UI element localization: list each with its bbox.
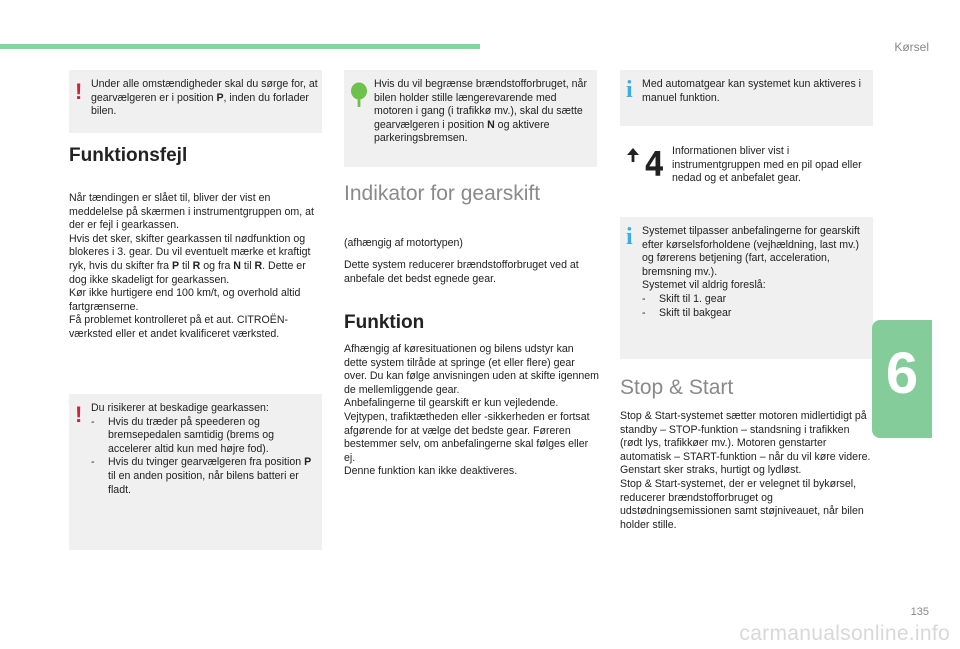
info-icon: i	[626, 77, 633, 103]
gear-indicator-paragraph: Dette system reducerer brændstofforbruget ved at anbefale det bedst egnede gear.	[344, 259, 579, 285]
list-item: - Hvis du tvinger gearvælgeren fra position P til en anden position, når bilens batteri er fladt.	[91, 456, 319, 497]
section-title: Kørsel	[894, 40, 929, 54]
gear-display-row	[620, 138, 873, 198]
eco-text: Hvis du vil begrænse brændstofforbruget, når bilen holder stille længerevarende med motoren i gang (i trafikkø mv.), skal du sætte gearvælgeren i position N og aktivere parkeringsbremsen.	[374, 78, 587, 145]
heading-funktion: Funktion	[344, 312, 425, 333]
display-text: Informationen bliver vist i instrumentgruppen med en pil opad eller nedad og et anbefalet gear.	[672, 145, 862, 185]
chapter-number: 6	[885, 341, 919, 406]
info-box-automatic	[620, 70, 873, 126]
heading-funktionsfejl: Funktionsfejl	[69, 145, 188, 166]
info-icon: i	[626, 224, 633, 250]
warning-icon: !	[75, 79, 83, 104]
page-number: 135	[910, 606, 929, 618]
gear-shift-arrow-icon	[624, 144, 664, 182]
heading-gear-indicator: Indikator for gearskift	[344, 182, 541, 205]
watermark: carmanualsonline.info	[739, 622, 950, 645]
engine-type-note: (afhængig af motortypen)	[344, 237, 463, 249]
info-text-automatic: Med automatgear kan systemet kun aktiveres i manuel funktion.	[642, 78, 862, 104]
warning-text-gearbox: Du risikerer at beskadige gearkassen: - Hvis du træder på speederen og bremsepedalen samtidig (brems og accelerer altid kun med højre fod). - Hvis du tvinger gearvælgeren fra position P til en anden position, når bilens batteri er fladt.	[91, 402, 319, 497]
list-item: - Hvis du træder på speederen og bremsepedalen samtidig (brems og accelerer altid kun med højre fod).	[91, 416, 319, 457]
list-item: - Skift til 1. gear	[642, 293, 870, 307]
list-item: - Skift til bakgear	[642, 307, 870, 321]
warning-box-park	[69, 70, 322, 133]
warning-text-park: Under alle omstændigheder skal du sørge for, at gearvælgeren er i position P, inden du forlader bilen.	[91, 78, 318, 118]
info-text-adapt: Systemet tilpasser anbefalingerne for gearskift efter kørselsforholdene (vejhældning, last mv.) og førerens betjening (fart, acceleration, bremsning mv.). Systemet vil aldrig foreslå: - Skift til 1. gear - Skift til bakgear	[642, 225, 870, 320]
malfunction-paragraph: Når tændingen er slået til, bliver der vist en meddelelse på skærmen i instrumentgruppen om, at der er fejl i gearkassen. Hvis det sker, skifter gearkassen til nødfunktion og blokeres i 3. gear. Du vil eventuelt mærke et kraftigt ryk, hvis du skifter fra P til R og fra N til R. Dette er dog ikke skadeligt for gearkassen. Kør ikke hurtigere end 100 km/t, og overhold altid fartgrænserne. Få problemet kontrolleret på et aut. CITROËN-værksted eller et andet kvalificeret værksted.	[69, 192, 314, 340]
warning-icon: !	[75, 402, 83, 427]
stop-start-paragraph: Stop & Start-systemet sætter motoren midlertidigt på standby – STOP-funktion – standsning i trafikken (rødt lys, trafikkøer mv.). Motoren genstarter automatisk – START-funktion – når du vil køre videre. Genstart sker straks, hurtigt og lydløst. Stop & Start-systemet, der er velegnet til bykørsel, reducerer brændstofforbruget og udstødningsemissionen samt støjniveauet, når bilen holder stille.	[620, 410, 871, 531]
top-accent-bar	[0, 44, 480, 49]
info-box-adapt	[620, 217, 873, 359]
eco-box	[344, 70, 597, 167]
function-paragraph: Afhængig af køresituationen og bilens udstyr kan dette system tilråde at springe (et eller flere) gear over. Du kan følge anvisningen uden at skifte igennem de mellemliggende gear. Anbefalingerne til gearskift er kun vejledende. Vejtypen, trafiktætheden eller -sikkerheden er fortsat afgørende for at vælge det bedste gear. Føreren bestemmer selv, om anbefalingerne skal følges eller ej. Denne funktion kan ikke deaktiveres.	[344, 343, 599, 478]
heading-stop-start: Stop & Start	[620, 376, 734, 399]
warning-box-gearbox	[69, 394, 322, 550]
gear-digit: 4	[644, 145, 664, 182]
eco-tree-icon	[350, 82, 368, 108]
